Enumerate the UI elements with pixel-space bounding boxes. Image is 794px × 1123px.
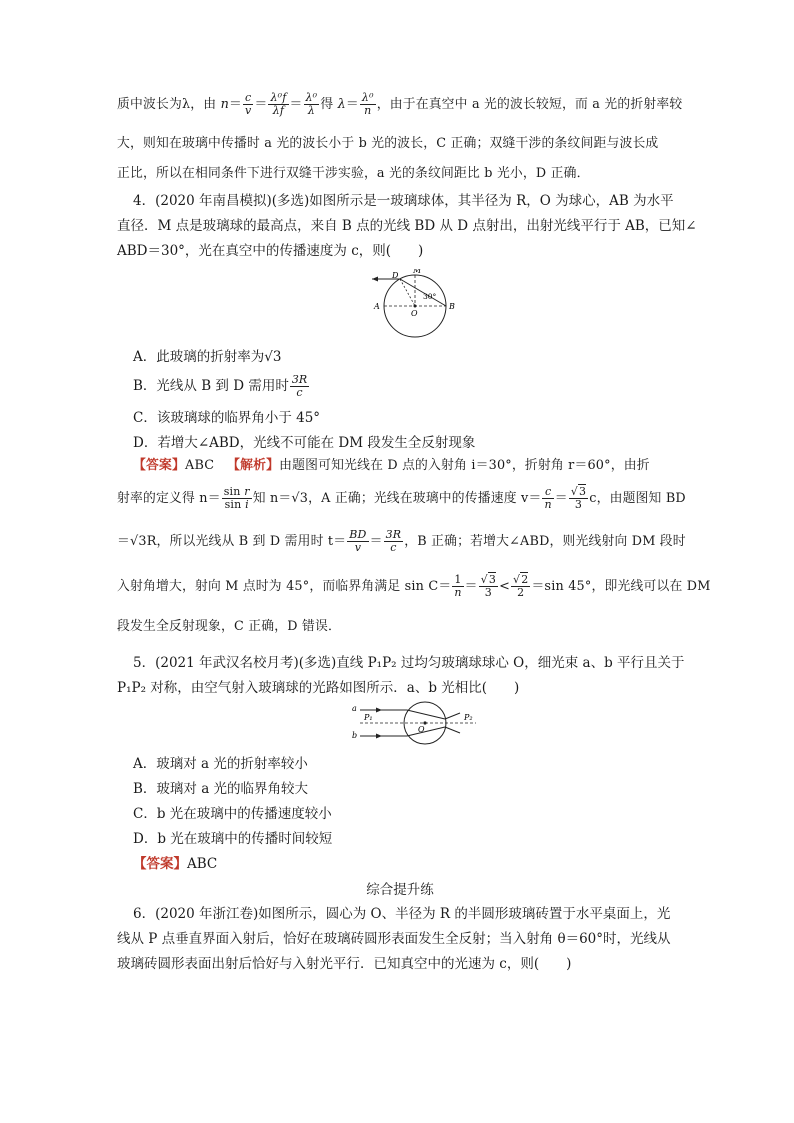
q4-fig-label-O: O xyxy=(411,309,418,318)
q4-option-a: A．此玻璃的折射率为√3 xyxy=(133,349,282,365)
q4-fig-label-B: B xyxy=(449,302,455,311)
q4-expl-line-5: 段发生全反射现象，C 正确，D 错误． xyxy=(117,619,341,634)
section-title: 综合提升练 xyxy=(366,882,434,898)
q5-fig-label-b: b xyxy=(352,731,358,740)
sol3-line-3: 正比，所以在相同条件下进行双缝干涉实验，a 光的条纹间距比 b 光小，D 正确． xyxy=(117,166,590,181)
q6-stem-line-3: 玻璃砖圆形表面出射后恰好与入射光平行．已知真空中的光速为 c，则( ) xyxy=(117,956,572,972)
sol3-line-1: 质中波长为λ，由 n＝ $\frac{c}{v}$ ＝ $\frac{\text{λ⁰f}}{\lambda f}$ ＝ $\frac{\text{λ⁰}}{\lambda}$ 得 λ＝ $\frac{\text{λ⁰}}{n}$ ，由于在真空中 a 光的波长较短，而 a 光的折射率较 xyxy=(117,91,683,117)
q4-answer-line: 【答案】ABC 【解析】由题图可知光线在 D 点的入射角 i＝30°，折射角 r＝60°，由折 xyxy=(133,458,650,473)
q5-fig-label-O: O xyxy=(418,725,425,734)
q5-option-c: C．b 光在玻璃中的传播速度较小 xyxy=(133,806,332,822)
q4-answer-label: 【答案】 xyxy=(133,458,185,473)
q4-option-d: D．若增大∠ABD，光线不可能在 DM 段发生全反射现象 xyxy=(133,435,476,451)
q4-option-c: C．该玻璃球的临界角小于 45° xyxy=(133,410,321,426)
q5-option-b: B．玻璃对 a 光的临界角较大 xyxy=(133,781,309,797)
q4-fig-label-A: A xyxy=(374,302,380,311)
sol3-line-2: 大，则知在玻璃中传播时 a 光的波长小于 b 光的波长，C 正确；双缝干涉的条纹间距与波长成 xyxy=(117,136,659,151)
q5-fig-label-P2: P₂ xyxy=(464,713,473,722)
q4-explanation-label: 【解析】 xyxy=(227,458,280,473)
q6-stem-line-2: 线从 P 点垂直界面入射后，恰好在玻璃砖圆形表面发生全反射；当入射角 θ＝60°时，光线从 xyxy=(117,931,671,947)
q4-option-b: B．光线从 B 到 D 需用时 $\frac{3R}{c}$ xyxy=(133,373,308,399)
q4-fig-label-M: M xyxy=(413,269,422,275)
q4-expl-line-3: ＝√3R，所以光线从 B 到 D 需用时 t＝ $\frac{BD}{v}$ ＝ $\frac{3R}{c}$ ，B 正确；若增大∠ABD，则光线射向 DM 段时 xyxy=(117,528,686,554)
q5-answer-line xyxy=(133,854,217,874)
q5-fig-label-a: a xyxy=(352,704,357,713)
q5-glass-sphere-figure xyxy=(350,698,485,748)
q5-fig-label-P1: P₁ xyxy=(364,713,373,722)
q4-answer-value: ABC xyxy=(185,458,215,473)
q5-answer-label: 【答案】 xyxy=(133,856,187,872)
q4-fig-label-D: D xyxy=(392,271,399,280)
q4-expl-line-2: 射率的定义得 n＝ $\frac{\text{sin r}}{\text{sin i}}$ 知 n＝√3，A 正确；光线在玻璃中的传播速度 v＝ $\frac{c}{n}$ ＝ $\frac{√3}{3}$ c，由题图知 BD xyxy=(117,485,686,511)
q5-answer-value: ABC xyxy=(187,856,218,872)
q5-stem-line-1: 5．(2021 年武汉名校月考)(多选)直线 P₁P₂ 过均匀玻璃球球心 O，细光束 a、b 平行且关于 xyxy=(133,655,685,671)
q4-stem-line-2: 直径．M 点是玻璃球的最高点，来自 B 点的光线 BD 从 D 点射出，出射光线平行于 AB，已知∠ xyxy=(117,218,697,234)
q6-stem-line-1: 6．(2020 年浙江卷)如图所示，圆心为 O、半径为 R 的半圆形玻璃砖置于水平桌面上，光 xyxy=(133,906,671,922)
q5-option-a: A．玻璃对 a 光的折射率较小 xyxy=(133,756,308,772)
q4-stem-line-1: 4．(2020 年南昌模拟)(多选)如图所示是一玻璃球体，其半径为 R，O 为球心，AB 为水平 xyxy=(133,193,674,209)
q4-stem-line-3: ABD＝30°，光在真空中的传播速度为 c，则( ) xyxy=(117,243,424,259)
q5-stem-line-2: P₁P₂ 对称，由空气射入玻璃球的光路如图所示．a、b 光相比( ) xyxy=(117,680,520,696)
q4-fig-angle-label: 30° xyxy=(423,292,437,301)
q4-expl-line-4: 入射角增大，射向 M 点时为 45°，而临界角满足 sin C＝ $\frac{1}{n}$ ＝ $\frac{√3}{3}$ < $\frac{√2}{2}$ ＝sin 45°，即光线可以在 DM xyxy=(117,573,711,599)
q4-glass-sphere-figure xyxy=(370,269,466,341)
q5-option-d: D．b 光在玻璃中的传播时间较短 xyxy=(133,831,333,847)
